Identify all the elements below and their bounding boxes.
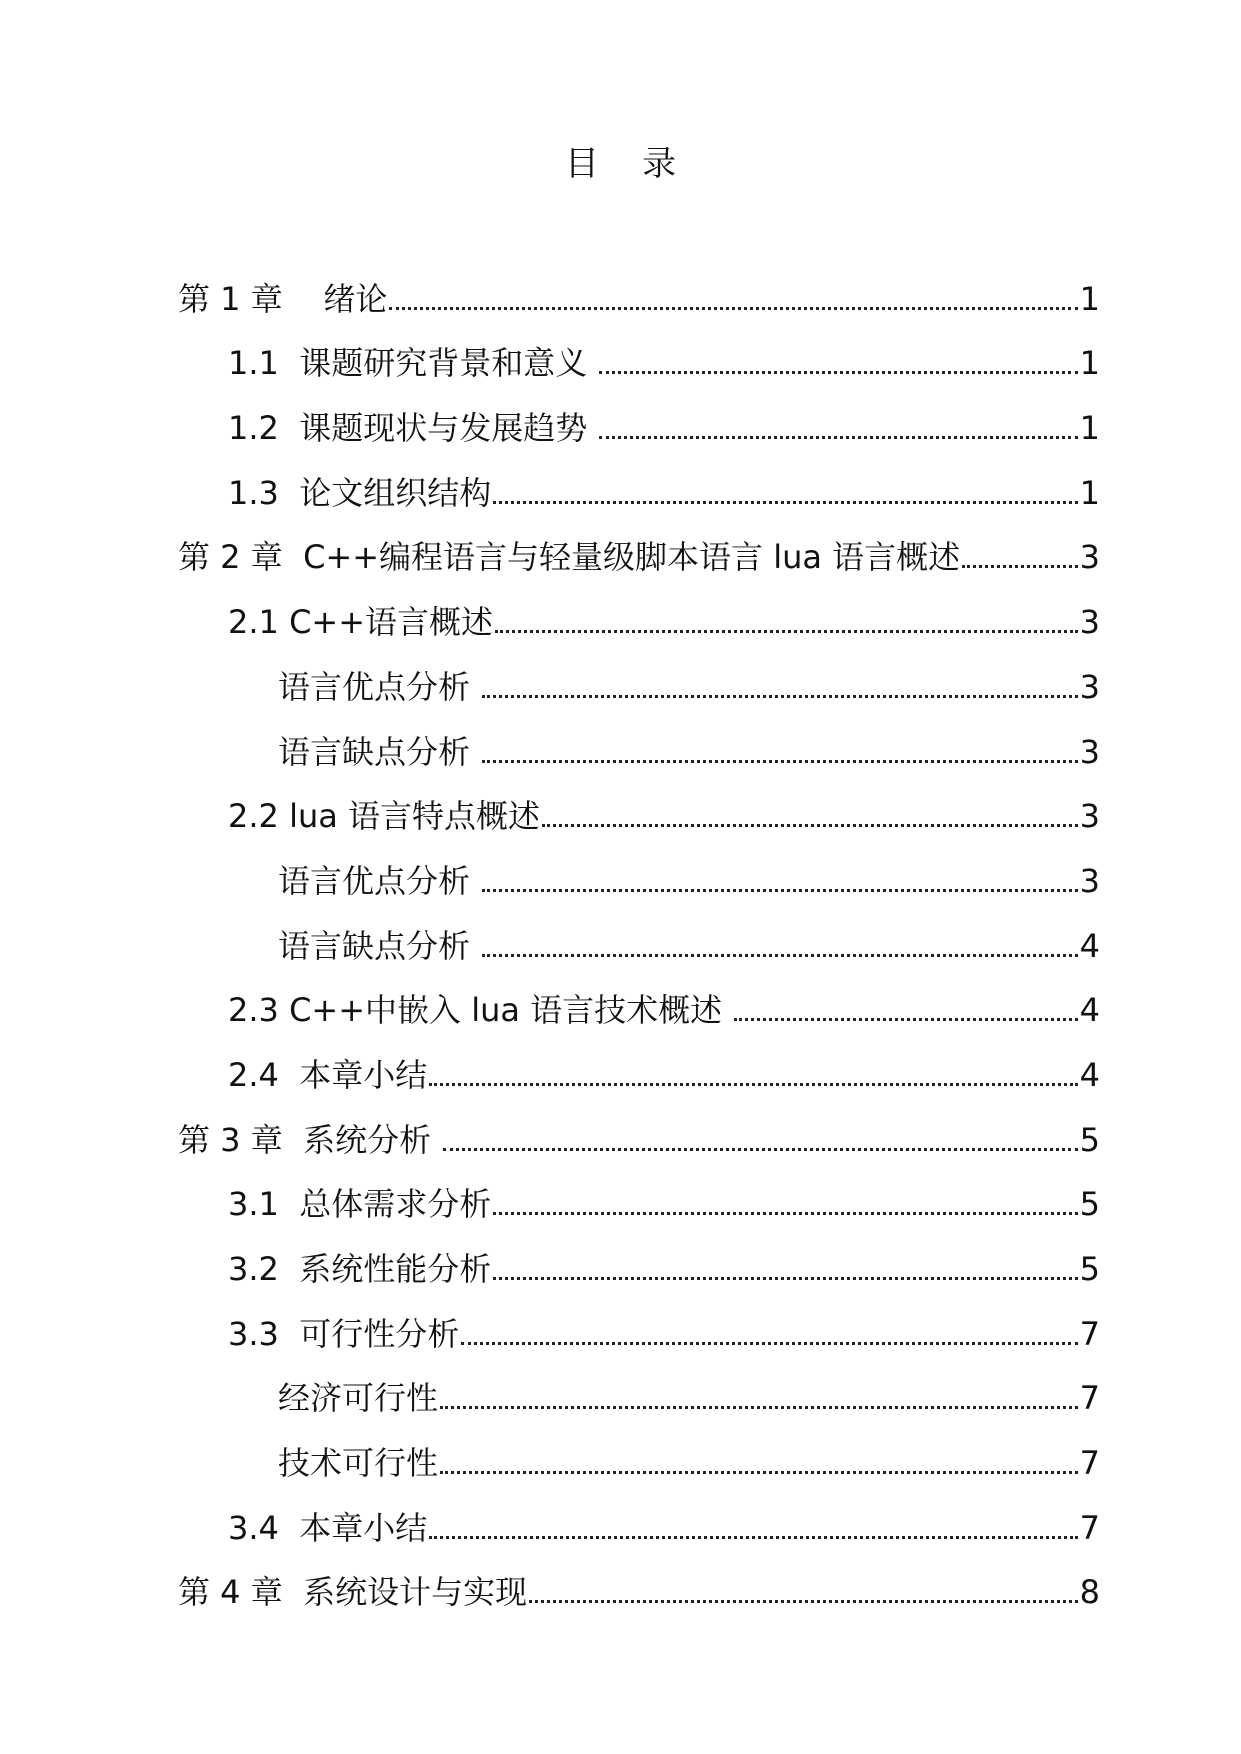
toc-entry-title: 系统分析: [303, 1120, 442, 1159]
toc-entry-title: 本章小结: [299, 1055, 428, 1094]
toc-entry[interactable]: [178, 1030, 1100, 1095]
toc-entry-number: 1.3: [228, 473, 300, 512]
toc-entry-number: 3.3: [228, 1314, 300, 1353]
toc-entry[interactable]: [178, 1095, 1100, 1160]
toc-entry-number: 3.1: [228, 1185, 300, 1224]
toc-entry[interactable]: [178, 254, 1100, 319]
toc-entry-page-number: 4: [1079, 1055, 1100, 1094]
toc-entry-title: 总体需求分析: [299, 1185, 492, 1224]
toc-entry-number: 第 2 章: [178, 538, 304, 577]
toc-entry-number: 1.1: [228, 344, 300, 383]
dot-leader: [482, 695, 1077, 698]
toc-entry-number: 第 3 章: [178, 1120, 304, 1159]
toc-entry-title: 论文组织结构: [299, 473, 492, 512]
toc-entry-title: 课题研究背景和意义: [299, 344, 598, 383]
dot-leader: [429, 1536, 1077, 1539]
toc-entry-page-number: 5: [1079, 1120, 1100, 1159]
toc-entry-page-number: 5: [1079, 1185, 1100, 1224]
toc-entry-number: 2.2: [228, 797, 290, 836]
toc-entry-title: 可行性分析: [299, 1314, 460, 1353]
dot-leader: [493, 1212, 1077, 1215]
toc-entry-number: 第 4 章: [178, 1573, 304, 1612]
toc-entry-page-number: 4: [1079, 926, 1100, 965]
toc-entry[interactable]: [178, 836, 1100, 901]
toc-entry[interactable]: [178, 901, 1100, 966]
toc-entry-page-number: 1: [1079, 344, 1100, 383]
toc-entry-page-number: 1: [1079, 473, 1100, 512]
toc-entry-title: 经济可行性: [278, 1379, 439, 1418]
toc-entry-title: 语言缺点分析: [278, 732, 481, 771]
dot-leader: [599, 371, 1077, 374]
toc-entry[interactable]: [178, 642, 1100, 707]
dot-leader: [599, 436, 1077, 439]
dot-leader: [440, 1471, 1078, 1474]
dot-leader: [389, 307, 1077, 310]
toc-entry-title: 语言优点分析: [278, 667, 481, 706]
toc-entry[interactable]: [178, 383, 1100, 448]
toc-entry-page-number: 3: [1079, 667, 1100, 706]
toc-entry-title: 绪论: [323, 279, 388, 318]
toc-entry[interactable]: [178, 1354, 1100, 1419]
toc-entry-title: C++语言概述: [289, 603, 494, 642]
toc-entry[interactable]: [178, 1483, 1100, 1548]
toc-entry-page-number: 3: [1079, 797, 1100, 836]
toc-entry-page-number: 7: [1079, 1314, 1100, 1353]
toc-entry-number: 2.4: [228, 1055, 300, 1094]
toc-entry-number: 1.2: [228, 409, 300, 448]
toc-entry-title: C++编程语言与轻量级脚本语言 lua 语言概述: [303, 538, 961, 577]
toc-entry[interactable]: [178, 707, 1100, 772]
toc-entry[interactable]: [178, 966, 1100, 1031]
dot-leader: [443, 1148, 1077, 1151]
dot-leader: [495, 630, 1078, 633]
toc-entry[interactable]: [178, 1224, 1100, 1289]
toc-entry-page-number: 7: [1079, 1444, 1100, 1483]
toc-entry-page-number: 3: [1079, 603, 1100, 642]
dot-leader: [482, 760, 1077, 763]
toc-entry-page-number: 5: [1079, 1250, 1100, 1288]
table-of-contents: [178, 254, 1100, 1612]
dot-leader: [461, 1342, 1077, 1345]
toc-entry-title: 课题现状与发展趋势: [299, 409, 598, 448]
toc-entry[interactable]: [178, 1289, 1100, 1354]
toc-entry-number: 3.2: [228, 1250, 300, 1288]
toc-entry-page-number: 4: [1079, 991, 1100, 1030]
toc-entry-page-number: 7: [1079, 1508, 1100, 1547]
toc-entry-title: 技术可行性: [278, 1444, 439, 1483]
page-title: 目 录: [564, 144, 677, 184]
dot-leader: [482, 889, 1077, 892]
toc-entry-title: 本章小结: [299, 1508, 428, 1547]
toc-entry-title: 语言优点分析: [278, 861, 481, 900]
toc-entry-page-number: 1: [1079, 279, 1100, 318]
toc-entry[interactable]: [178, 448, 1100, 513]
toc-entry-title: 系统设计与实现: [303, 1573, 528, 1612]
toc-entry[interactable]: [178, 1160, 1100, 1225]
toc-entry[interactable]: [178, 1418, 1100, 1483]
toc-entry-title: C++中嵌入 lua 语言技术概述: [289, 991, 733, 1030]
dot-leader: [542, 824, 1078, 827]
toc-entry-page-number: 1: [1079, 409, 1100, 448]
dot-leader: [734, 1018, 1077, 1021]
toc-entry[interactable]: [178, 513, 1100, 578]
dot-leader: [493, 1277, 1077, 1280]
dot-leader: [493, 501, 1077, 504]
toc-entry[interactable]: [178, 319, 1100, 384]
toc-entry-title: 系统性能分析: [299, 1250, 492, 1288]
toc-entry[interactable]: [178, 772, 1100, 837]
toc-entry-number: 3.4: [228, 1508, 300, 1547]
toc-entry-page-number: 7: [1079, 1379, 1100, 1418]
toc-entry[interactable]: [178, 1548, 1100, 1613]
toc-entry-page-number: 3: [1079, 732, 1100, 771]
dot-leader: [529, 1600, 1078, 1603]
dot-leader: [962, 565, 1077, 568]
dot-leader: [440, 1406, 1078, 1409]
dot-leader: [482, 954, 1077, 957]
toc-entry[interactable]: [178, 577, 1100, 642]
toc-entry-page-number: 3: [1079, 538, 1100, 577]
toc-entry-page-number: 8: [1079, 1573, 1100, 1612]
toc-entry-number: 2.1: [228, 603, 290, 642]
dot-leader: [429, 1083, 1077, 1086]
toc-entry-number: 第 1 章: [178, 279, 324, 318]
toc-entry-title: lua 语言特点概述: [289, 797, 541, 836]
toc-entry-page-number: 3: [1079, 861, 1100, 900]
toc-entry-number: 2.3: [228, 991, 290, 1030]
toc-entry-title: 语言缺点分析: [278, 926, 481, 965]
